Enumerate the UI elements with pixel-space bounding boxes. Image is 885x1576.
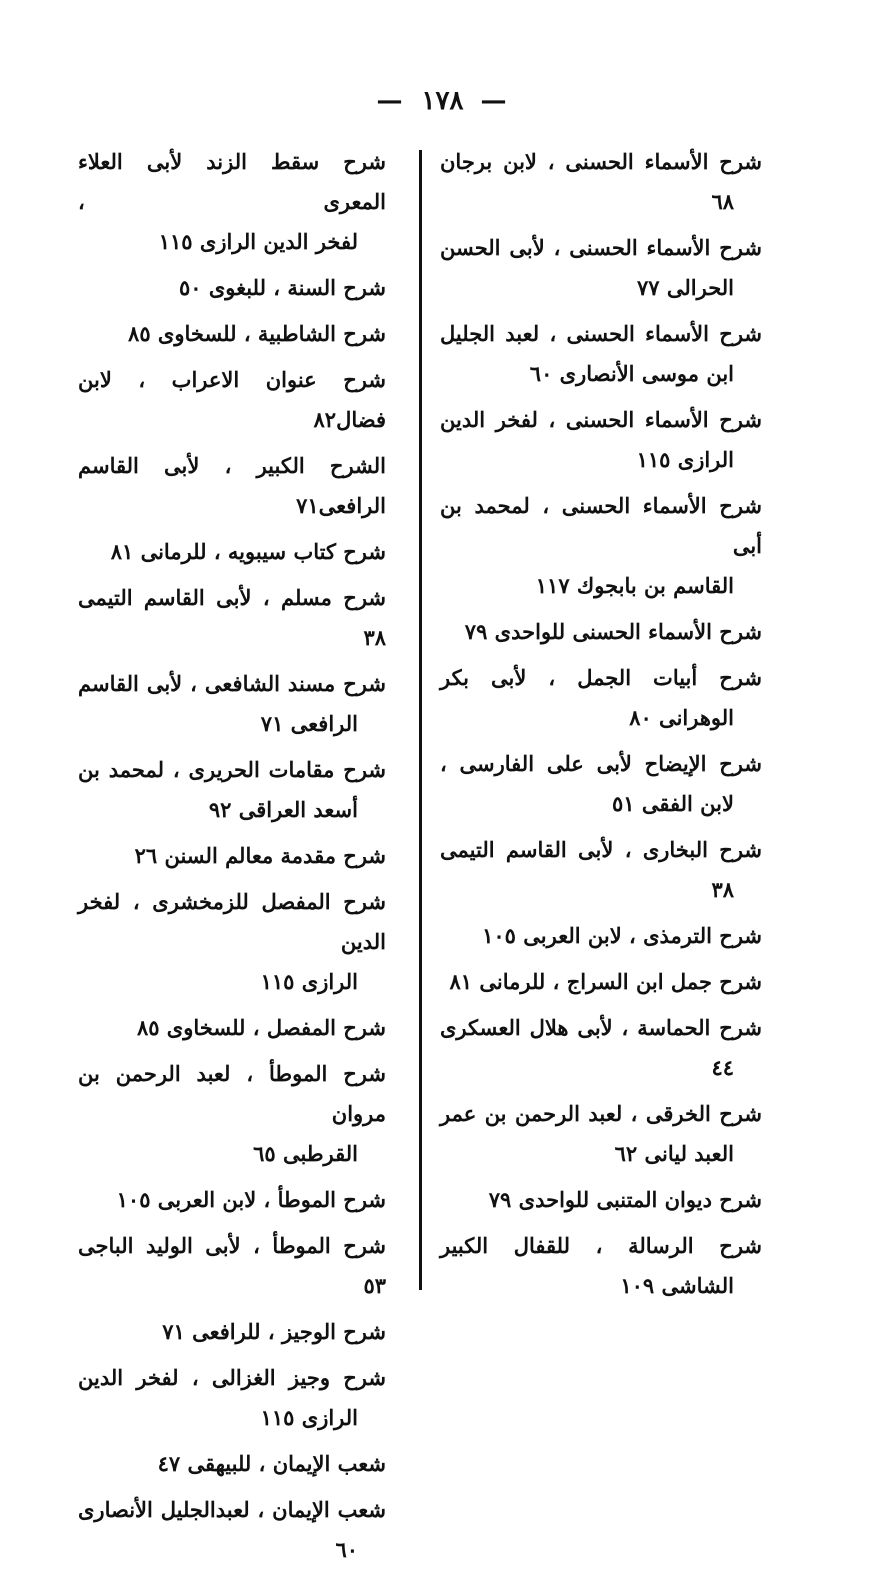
index-entry-continuation: القرطبى ٦٥ [253, 1141, 358, 1166]
index-entry-continuation: القاسم بن بابجوك ١١٧ [535, 573, 734, 598]
index-entry [440, 1094, 762, 1174]
page-number-value: ١٧٨ [421, 86, 464, 116]
index-entry-title: شرح الترمذى ، لابن العربى ١٠٥ [482, 923, 762, 948]
index-entry [78, 578, 386, 658]
index-entry-title: الشرح الكبير ، لأبى القاسم الرافعى٧١ [78, 453, 386, 518]
index-entry [78, 1008, 386, 1048]
index-entry-continuation: العبد ليانى ٦٢ [614, 1141, 734, 1166]
index-entry-title: شرح السنة ، للبغوى ٥٠ [179, 275, 386, 300]
index-entry [78, 750, 386, 830]
index-entry-title: شرح الأسماء الحسنى ، لابن برجان [440, 149, 762, 174]
index-entry-continuation: لابن الفقى ٥١ [612, 791, 734, 816]
index-entry [78, 314, 386, 354]
index-entry-title: شرح الموطأ ، لأبى الوليد الباجى ٥٣ [78, 1233, 386, 1298]
index-entry-title: شرح عنوان الاعراب ، لابن فضال٨٢ [78, 367, 386, 432]
index-entry-title: شرح مقدمة معالم السنن ٢٦ [134, 843, 386, 868]
index-entry [78, 532, 386, 572]
index-entry-continuation: الرازى ١١٥ [260, 1405, 358, 1430]
index-entry [78, 1358, 386, 1438]
index-entry [78, 1490, 386, 1570]
index-entry [78, 1444, 386, 1484]
index-entry-continuation: لفخر الدين الرازى ١١٥ [158, 229, 358, 254]
index-entry [440, 142, 762, 222]
index-entry [440, 1226, 762, 1306]
index-entry-title: شعب الإيمان ، للبيهقى ٤٧ [157, 1451, 386, 1476]
index-entry [440, 228, 762, 308]
index-entry [440, 1008, 762, 1088]
index-entry [440, 658, 762, 738]
index-entry-title: شرح الأسماء الحسنى ، لفخر الدين [440, 407, 762, 432]
index-entry-title: شرح المفصل للزمخشرى ، لفخر الدين [78, 889, 386, 954]
index-entry-title: شرح الأسماء الحسنى ، لعبد الجليل [440, 321, 762, 346]
index-entry-continuation: ٦٨ [711, 189, 734, 214]
index-entry-title: شرح مقامات الحريرى ، لمحمد بن [78, 757, 386, 782]
page-number [0, 86, 885, 116]
index-entry-continuation: ابن موسى الأنصارى ٦٠ [529, 361, 734, 386]
index-entry-continuation: ٤٤ [711, 1055, 734, 1080]
index-column-right [440, 142, 762, 1312]
index-entry-continuation: الرافعى ٧١ [260, 711, 358, 736]
page-number-dash-right: — [376, 86, 405, 116]
index-entry-continuation: ٦٠ [335, 1537, 358, 1562]
index-entry-title: شرح وجيز الغزالى ، لفخر الدين [78, 1365, 386, 1390]
index-entry [78, 446, 386, 526]
column-divider [419, 150, 422, 1290]
index-entry [78, 360, 386, 440]
index-entry [440, 1180, 762, 1220]
index-entry-continuation: الوهرانى ٨٠ [629, 705, 734, 730]
index-entry-title: شرح المفصل ، للسخاوى ٨٥ [136, 1015, 386, 1040]
index-entry-continuation: الحرالى ٧٧ [637, 275, 734, 300]
index-entry [440, 830, 762, 910]
index-entry [440, 744, 762, 824]
index-entry-title: شرح الحماسة ، لأبى هلال العسكرى [440, 1015, 762, 1040]
index-entry [78, 1054, 386, 1174]
index-entry-title: شرح البخارى ، لأبى القاسم التيمى [440, 837, 762, 862]
index-entry-title: شرح الأسماء الحسنى للواحدى ٧٩ [464, 619, 762, 644]
index-entry-continuation: ٣٨ [711, 877, 734, 902]
index-entry-title: شرح الأسماء الحسنى ، لأبى الحسن [440, 235, 762, 260]
index-entry-title: شرح سقط الزند لأبى العلاء المعرى ، [78, 149, 386, 214]
index-entry [440, 400, 762, 480]
index-entry [440, 962, 762, 1002]
index-entry-title: شرح كتاب سيبويه ، للرمانى ٨١ [110, 539, 386, 564]
page-number-dash-left: — [480, 86, 509, 116]
index-entry-continuation: الشاشى ١٠٩ [620, 1273, 734, 1298]
index-entry [78, 268, 386, 308]
index-entry-title: شرح الإيضاح لأبى على الفارسى ، [440, 751, 762, 776]
index-entry-title: شرح الوجيز ، للرافعى ٧١ [162, 1319, 386, 1344]
index-entry-continuation: الرازى ١١٥ [636, 447, 734, 472]
index-entry-title: شرح الشاطبية ، للسخاوى ٨٥ [128, 321, 386, 346]
index-entry-continuation: أسعد العراقى ٩٢ [208, 797, 358, 822]
index-entry [78, 882, 386, 1002]
index-entry-title: شرح الموطأ ، لعبد الرحمن بن مروان [78, 1061, 386, 1126]
index-entry-title: شرح مسند الشافعى ، لأبى القاسم [78, 671, 386, 696]
index-entry-title: شرح الرسالة ، للقفال الكبير [440, 1233, 762, 1258]
index-entry [78, 142, 386, 262]
index-entry-title: شرح أبيات الجمل ، لأبى بكر [440, 665, 762, 690]
index-entry-continuation: الرازى ١١٥ [260, 969, 358, 994]
index-entry-title: شرح ديوان المتنبى للواحدى ٧٩ [488, 1187, 762, 1212]
index-entry-title: شرح الموطأ ، لابن العربى ١٠٥ [116, 1187, 386, 1212]
index-entry [440, 314, 762, 394]
index-entry-title: شرح جمل ابن السراج ، للرمانى ٨١ [449, 969, 762, 994]
index-entry [78, 664, 386, 744]
index-entry-title: شرح الأسماء الحسنى ، لمحمد بن أبى [440, 493, 762, 558]
index-entry-title: شرح الخرقى ، لعبد الرحمن بن عمر [440, 1101, 762, 1126]
index-entry [440, 486, 762, 606]
index-column-left [78, 142, 386, 1576]
index-entry [78, 1226, 386, 1306]
index-entry [78, 1180, 386, 1220]
index-entry [440, 612, 762, 652]
index-entry-title: شعب الإيمان ، لعبدالجليل الأنصارى [78, 1497, 386, 1522]
index-entry [440, 916, 762, 956]
index-entry [78, 836, 386, 876]
index-entry [78, 1312, 386, 1352]
index-entry-title: شرح مسلم ، لأبى القاسم التيمى ٣٨ [78, 585, 386, 650]
